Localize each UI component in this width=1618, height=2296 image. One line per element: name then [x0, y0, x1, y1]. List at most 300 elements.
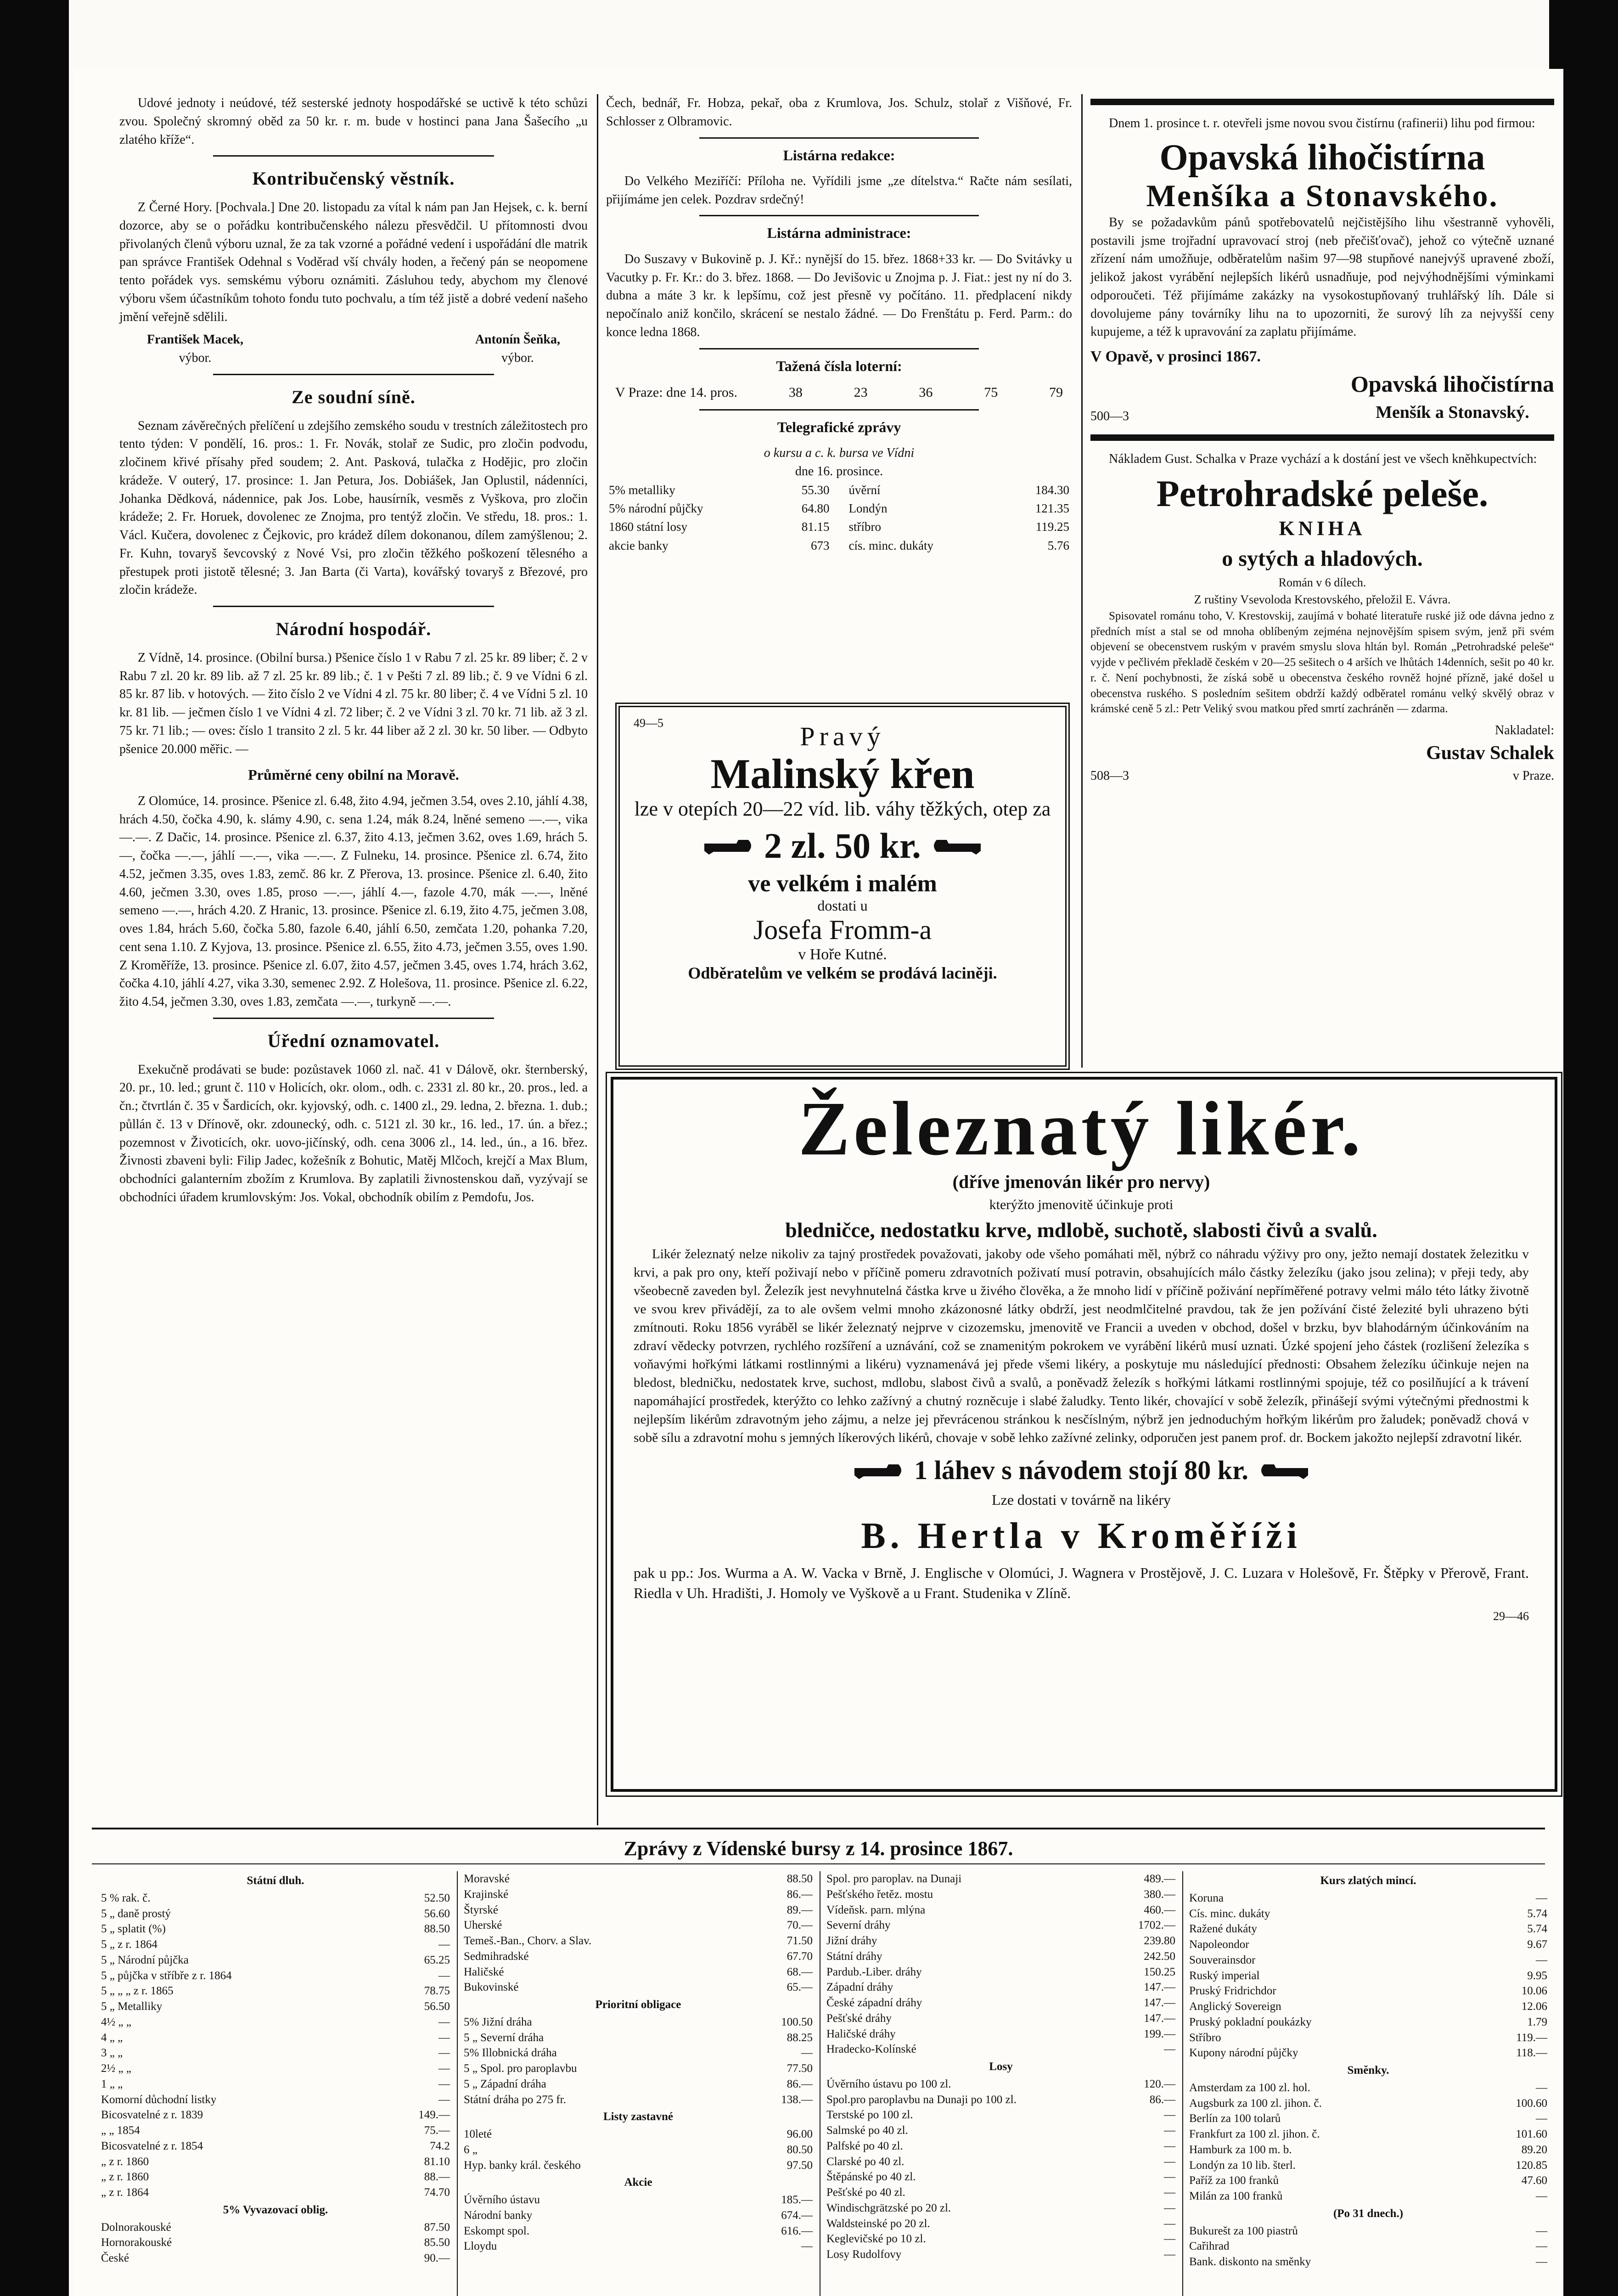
bourse-value: 616.—: [781, 2224, 813, 2237]
bourse-value: —: [801, 2240, 813, 2253]
bourse-row: [826, 2077, 1175, 2092]
bourse-row: [1189, 2080, 1547, 2096]
bourse-value: —: [1164, 2043, 1175, 2056]
bourse-row: [1189, 1983, 1547, 1999]
bourse-value: 86.—: [787, 1888, 813, 1901]
schalek-publisher-label: Nakladatel:: [1494, 723, 1554, 738]
bourse-label: 5 „ Západní dráha: [464, 2077, 546, 2090]
bourse-row: [826, 2092, 1175, 2108]
bourse-label: Ražené dukáty: [1189, 1923, 1257, 1936]
bourse-value: 74.2: [430, 2139, 450, 2152]
bourse-label: 5 „ Severní dráha: [464, 2031, 544, 2044]
bourse-row: [1189, 2239, 1547, 2254]
bourse-label: Dolnorakouské: [101, 2221, 171, 2234]
liker-subtitle: (dříve jmenován likér pro nervy): [952, 1171, 1210, 1193]
bourse-label: Napoleondor: [1189, 1938, 1249, 1951]
bourse-label: Pruský pokladní poukázky: [1189, 2015, 1312, 2028]
bourse-value: —: [1164, 2155, 1175, 2168]
middle-column: [606, 94, 1072, 555]
bourse-value: 68.—: [787, 1965, 813, 1978]
bourse-label: Amsterdam za 100 zl. hol.: [1189, 2081, 1310, 2094]
opava-sign-row: [1090, 368, 1554, 425]
bourse-value: —: [1536, 2081, 1547, 2094]
bourse-value: 81.10: [424, 2155, 450, 2168]
liker-code: 29—46: [1493, 1609, 1529, 1623]
divider: [213, 606, 494, 607]
telegraph-table: [606, 481, 1072, 555]
bourse-row: [101, 2030, 450, 2046]
bourse-label: Ruský imperial: [1189, 1969, 1260, 1982]
lottery-number: 79: [1049, 385, 1063, 400]
kontrib-text: Z Černé Hory. [Pochvala.] Dne 20. listopadu za vítal k nám pan Jan Hejsek, c. k. berní dozorce, aby se o pořádku kontribučenského nálezu přesvědčil. U přítomnosti dvou přivolaných členů výboru uznal, že za tak vzorné a pořádné vedení i uspořádání dle matrik pan správce František Odehnal s Voděrad vší chvály hoden, a řečený pán se neopomene tento pořádek vys. semskému výboru oznámiti. Zásluhou tedy, abychom my členové výboru všem účastníkům tohoto fondu tuto pochvalu, a tím též jistě a dobré vedení našeho jmění veřejně sdělili.: [119, 200, 588, 324]
bourse-row: [826, 2107, 1175, 2123]
bourse-value: 674.—: [781, 2209, 813, 2222]
bourse-label: Keglevičské po 10 zl.: [826, 2233, 926, 2245]
bourse-row: [1189, 2015, 1547, 2030]
bourse-row: [826, 2011, 1175, 2026]
liker-intro: kterýžto jmenovitě účinkuje proti: [989, 1197, 1174, 1213]
mid-top-text: Čech, bednář, Fr. Hobza, pekař, oba z Krumlova, Jos. Schulz, stolař z Višňové, Fr. Schlosser z Olbramovic.: [606, 96, 1072, 129]
liker-body: Likér železnatý nelze nikoliv za tajný prostředek považovati, jakoby ode všeho pomáhati měl, nýbrž co náhradu výživy pro ony, ježto nemají dostatek železitku v krvi, a pak pro ony, kteří poživají nebo v příčině pomeru zdravotních poživatí musí potravin, obsahujících málo částky železíku (jako jsou zelina); v přeji tedy, aby všeobecně zaveden byl. Železík jest nevyhnutelná částka krve u živého člověka, a že mnoho lidí v příčině poživání nepříměřené potravy velmi málo této látky životně ve svou krev přivádějí, za to ale ovšem velmi mnoho zkázonosné látky obdrží, jest neodmlčitelné pravdou, tak že jen požívání čisté železité byli uhrazeno býti zmítnouti. Roku 1856 vyráběl se likér železnatý nejprve v cizozemsku, jmenovitě ve Francii a uveden v obchod, došel v brzku, byv blahodárným účinkováním na zdraví vědecky potvrzen, rychlého rozšíření a uznávání, což se znamenitým pokrokem ve vyrábění likérů musí uznati. Úzké spojení jeho částek (rozlišení železíka s voňavými hořkými látkami rostlinnými a likéru) vyznamenává jej přede všemi likéry, a poskytuje mu následující přednosti: Obsahem železíku účinkuje nejen na bledost, bledničku, nedostatek krve, suchost, mdlobu, slabost čivů a svalů, a poněvadž železík s hořkými látkami rostlinnými spojuje, též co posilňující a k trávení napomáhající prostředek, kterýžto co lehko zažívný a chutný rozněcuje i slabé žaludky. Tento likér, chovající v sobě železík, přinášejí svými výtečnými přednostmi k nejlepším likérům zdravotným jeho zájmu, a nelze jej převrácenou stránkou k nesčíslným, nýbrž jen jednoduchým hořkým likérům pro žaludek; poněvadž chová v sobě sílu a zdravotní mohu s jemných líkerových likérů, chovaje v sobě lehko zažívné zelinky, odporučen jest panem prof. dr. Bockem jakožto nejlepší zdravotní likér.: [634, 1247, 1529, 1446]
bourse-row: [101, 2185, 450, 2200]
redakce-text: Do Velkého Meziříčí: Příloha ne. Vyřídili jsme „ze dítelstva.“ Račte nám sesílati, přijímáme jen celek. Pozdrav srdečný!: [606, 174, 1072, 207]
bourse-value: —: [1536, 2256, 1547, 2268]
bourse-label: 10leté: [464, 2128, 492, 2140]
bourse-label: Pešťské dráhy: [826, 2012, 892, 2025]
bourse-row: [1189, 1953, 1547, 1968]
bourse-label: Stříbro: [1189, 2031, 1221, 2044]
divider: [699, 409, 979, 411]
bourse-label: Koruna: [1189, 1891, 1224, 1904]
bourse-value: 47.60: [1521, 2174, 1547, 2187]
liker-agents: pak u pp.: Jos. Wurma a A. W. Vacka v Brně, J. Englische v Olomúci, J. Wagnera v Prostějově, J. C. Luzara v Holešově, Fr. Štěpky v Přerově, Frant. Riedla v Uh. Hradišti, J. Homoly ve Vyškově a u Frant. Studenika v Zlíně.: [634, 1564, 1529, 1602]
bourse-value: —: [1164, 2109, 1175, 2122]
bourse-value: 101.60: [1516, 2128, 1547, 2140]
bourse-label: Milán za 100 franků: [1189, 2190, 1283, 2202]
bourse-label: 5 „ daně prostý: [101, 1907, 171, 1920]
bourse-row: [101, 1983, 450, 1999]
bourse-row: [464, 1964, 813, 1980]
schalek-code: 508—3: [1090, 769, 1129, 783]
bourse-label: Štěpánské po 40 zl.: [826, 2171, 916, 2183]
bourse-value: 120.85: [1516, 2159, 1547, 2172]
liker-available: Lze dostati v továrně na likéry: [991, 1491, 1171, 1508]
schalek-place: v Praze.: [1512, 769, 1554, 783]
bourse-row: [1189, 2030, 1547, 2046]
bourse-row: [1189, 1968, 1547, 1984]
bourse-row: [464, 2030, 813, 2046]
scan-edge-left: [0, 0, 69, 2296]
ad-line4: ve velkém i malém: [748, 870, 937, 897]
bourse-value: —: [1536, 2240, 1547, 2253]
bourse-row: [1189, 1999, 1547, 2015]
schalek-intro: Nákladem Gust. Schalka v Praze vychází a k dostání jest ve všech kněhkupectvích:: [1109, 452, 1537, 467]
bourse-value: 56.60: [424, 1907, 450, 1920]
bourse-value: —: [1536, 2190, 1547, 2202]
right-column: [1090, 94, 1554, 785]
bourse-row: [464, 1949, 813, 1964]
bourse-row: [1189, 2127, 1547, 2142]
bourse-value: 5.74: [1527, 1923, 1547, 1936]
bourse-value: —: [438, 1969, 450, 1982]
bourse-row: [1189, 2045, 1547, 2061]
lottery-number: 38: [788, 385, 803, 400]
bourse-row: [464, 2192, 813, 2208]
bourse-row: [101, 2235, 450, 2251]
bourse-label: Státní dráha po 275 fr.: [464, 2093, 566, 2106]
bourse-value: 10.06: [1521, 1985, 1547, 1998]
ad-line2: Malinský křen: [710, 750, 975, 797]
bourse-label: Komorní důchodní listky: [101, 2093, 217, 2106]
bourse-row: [101, 1906, 450, 1922]
bourse-row: [101, 2045, 450, 2061]
bourse-value: —: [1536, 1953, 1547, 1966]
bourse-value: 185.—: [781, 2194, 813, 2206]
liker-title: Železnatý likér.: [798, 1086, 1365, 1171]
bourse-row: [1189, 2254, 1547, 2270]
bourse-row: [826, 2042, 1175, 2057]
bourse-value: —: [1164, 2248, 1175, 2261]
bourse-row: [826, 1949, 1175, 1964]
bourse-label: Pešťské po 40 zl.: [826, 2186, 905, 2199]
bourse-label: Waldsteinské po 20 zl.: [826, 2217, 930, 2230]
bourse-label: Pruský Fridrichdor: [1189, 1985, 1276, 1998]
price-row: [634, 825, 1051, 867]
liker-targets: bledničce, nedostatku krve, mdlobě, suchotě, slabosti čivů a svalů.: [785, 1218, 1377, 1242]
bourse-row: [826, 2200, 1175, 2216]
bourse-row: [826, 2123, 1175, 2138]
bourse-label: 5 „ z r. 1864: [101, 1938, 157, 1951]
bourse-section-heading: Losy: [989, 2060, 1013, 2073]
bourse-value: —: [1164, 2139, 1175, 2152]
schalek-body: Spisovatel románu toho, V. Krestovskij, zaujímá v bohaté literatuře ruské již ode dávna jedno z předních míst a stal se od mnoha oblíbeným zejména nejnovějším spisem svým, jenž při svém objevení se obecenstvem ruským v pravém smyslu slova hltán byl. Román „Petrohradské peleše“ vyjde v pečlivém překladě českém v 20—25 sešitech o 4 arších ve lhůtách 14denních, sešit po 40 kr. r. č. Není pochybnosti, že získá sobě u obecenstva českého rovněž hojné přízně, jaké došel u obecenstva ruského. S posledním sešitem obdrží každý odběratel románu velký skvělý obraz v krámské ceně 5 zl.: Petr Veliký svou matkou před smrtí zachráněn — zdarma.: [1090, 609, 1554, 715]
bourse-label: 5 „ Spol. pro paroplavbu: [464, 2062, 577, 2075]
bourse-sub-rule: [92, 1863, 1545, 1864]
lottery-number: 75: [984, 385, 998, 400]
bourse-value: 12.06: [1521, 2000, 1547, 2013]
bourse-value: 147.—: [1144, 1981, 1175, 1994]
table-row: 5% metalliky 55.30: [609, 483, 830, 497]
bourse-row: [101, 1937, 450, 1953]
bourse-label: Bukovinské: [464, 1981, 519, 1994]
bourse-value: —: [438, 2093, 450, 2106]
column-divider-right: [1081, 94, 1083, 1068]
bourse-label: Moravské: [464, 1873, 510, 1885]
liker-price: 1 láhev s návodem stojí 80 kr.: [914, 1455, 1248, 1486]
bourse-row: [464, 2015, 813, 2030]
bourse-row: [826, 1918, 1175, 1933]
bourse-label: 5 „ Národní půjčka: [101, 1953, 189, 1966]
pointing-hand-icon: [704, 837, 755, 855]
left-column: [119, 94, 588, 1211]
bourse-label: Hornorakouské: [101, 2236, 172, 2249]
bourse-value: 138.—: [781, 2093, 813, 2106]
bourse-label: Hradecko-Kolínské: [826, 2043, 916, 2056]
bourse-label: 1 „ „: [101, 2077, 123, 2090]
bourse-col-obligations: [464, 1871, 813, 2254]
bourse-divider: [457, 1871, 458, 2296]
signature-left-role: výbor.: [179, 351, 212, 366]
ad-line1: Pravý: [800, 721, 885, 751]
telegraph-sub: o kursu a c. k. bursa ve Vídni: [764, 446, 915, 461]
bourse-value: 78.75: [424, 1985, 450, 1998]
bourse-label: „ „ 1854: [101, 2124, 140, 2137]
prices-heading: Průměrné ceny obilní na Moravě.: [248, 766, 459, 783]
bourse-row: [101, 1999, 450, 2015]
table-row: úvěrní 184.30: [848, 483, 1069, 497]
bourse-value: 1.79: [1527, 2015, 1547, 2028]
bourse-label: „ z r. 1860: [101, 2155, 149, 2168]
kontrib-heading: Kontribučenský věstník.: [252, 168, 455, 189]
pointing-hand-icon: [1258, 1462, 1308, 1479]
table-row: cís. minc. dukáty 5.76: [848, 538, 1069, 552]
bourse-row: [1189, 2158, 1547, 2173]
opava-title: Opavská lihočistírna: [1159, 137, 1485, 178]
bourse-row: [464, 1887, 813, 1902]
bourse-value: 380.—: [1144, 1888, 1175, 1901]
bourse-top-rule: [92, 1828, 1545, 1829]
bourse-row: [1189, 1921, 1547, 1937]
court-text: Seznam závěrečných přelíčení u zdejšího zemského soudu v trestních záležitostech pro tento týden: V pondělí, 16. pros.: 1. Fr. Novák, stolař ze Sudic, pro zločin podvodu, zločinem křivé přísahy před soudem; 2. Ant. Pasková, tulačka z Hodějic, pro zločin krádeže. V outerý, 17. prosince: 1. Jan Petura, Jos. Dobiášek, Jan Oplustil, nádenníci, Johanka Dědková, nádennice, pak Jos. Lobe, hausírník, vesměs z Vyškova, pro zločin krádeže; 2. Fr. Horuek, dovolenec ze Znojma, pro tentýž zločin. Ve středu, 18. pros.: 1. Václ. Kučera, dovolenec z Čejkovic, pro krádež dílem dokonanou, dílem zamýšlenou; 2. Fr. Kuhn, tovaryš ševcovský z Nové Vsi, pro zločin těžkého poškození tělesného a přestupek proti jistotě tělesné; 3. Jan Barta (či Varta), kovářský tovaryš z Březové, pro zločin krádeže.: [119, 418, 588, 597]
table-row: stříbro 119.25: [848, 520, 1069, 534]
bourse-row: [101, 2092, 450, 2108]
opava-body: By se požadavkům pánů spotřebovatelů nejčistějšího lihu všestranně vyhověli, postavili jsme trojřadní upravovací stroj (neb přečišťovač), jehož co výtečně uznané zřízení nám umožňuje, odběratelům našim 97—98 stupňové nanejvýš upravené zboží, jelikož jakost vyrábění nejlepších likérů usnadňuje, pod nejvýhodnějšími výminkami odporoučeti. Též přijímáme zakázky na vysokostupňovaný truhlářský líh. Dále si dovolujeme pány továrníky lihu na to upozorniti, že surový líh za nejvyšší ceny kupujeme, a též k upravování za zaplatu přijímáme.: [1090, 215, 1554, 339]
bourse-value: 147.—: [1144, 2012, 1175, 2025]
bourse-row: [101, 2220, 450, 2235]
bourse-value: 199.—: [1144, 2027, 1175, 2040]
bourse-row: [464, 2158, 813, 2173]
bourse-label: Haličské dráhy: [826, 2027, 896, 2040]
bourse-label: Losy Rudolfovy: [826, 2248, 902, 2261]
bourse-label: „ z r. 1864: [101, 2186, 149, 2199]
bourse-row: [101, 2061, 450, 2077]
bourse-value: —: [1536, 1891, 1547, 1904]
bourse-row: [826, 2026, 1175, 2042]
bourse-row: [1189, 2111, 1547, 2127]
bourse-value: 150.25: [1144, 1965, 1175, 1978]
schalek-kniha: KNIHA: [1279, 517, 1366, 540]
bourse-value: —: [801, 2047, 813, 2060]
ad-footer: Odběratelům ve velkém se prodává laciněji.: [688, 963, 997, 982]
bourse-row: [464, 2127, 813, 2142]
bourse-section-heading: Prioritní obligace: [595, 1998, 681, 2011]
bourse-label: Spol. pro paroplav. na Dunaji: [826, 1873, 962, 1885]
bourse-row: [464, 2142, 813, 2158]
opava-sign1: Opavská lihočistírna: [1350, 371, 1554, 397]
bourse-row: [826, 2231, 1175, 2247]
bourse-label: „ z r. 1860: [101, 2171, 149, 2183]
bourse-row: [464, 2208, 813, 2223]
bourse-value: 9.95: [1527, 1969, 1547, 1982]
bourse-value: 239.80: [1144, 1935, 1175, 1947]
bourse-row: [101, 2138, 450, 2154]
bourse-label: Augsburk za 100 zl. jihon. č.: [1189, 2097, 1322, 2110]
bourse-value: 90.—: [424, 2252, 450, 2264]
bourse-value: 96.00: [787, 2128, 813, 2140]
bourse-label: 5% Jižní dráha: [464, 2015, 532, 2028]
bourse-value: 88.—: [424, 2171, 450, 2183]
bourse-value: —: [438, 2047, 450, 2060]
opava-date: V Opavě, v prosinci 1867.: [1090, 348, 1261, 366]
bourse-divider: [1182, 1871, 1183, 2296]
bourse-row: [1189, 2096, 1547, 2111]
opava-subtitle: Menšíka a Stonavského.: [1146, 178, 1499, 213]
bourse-section-heading: Listy zastavné: [603, 2110, 674, 2123]
bourse-label: Úvěrního ústavu po 100 zl.: [826, 2077, 951, 2090]
bourse-label: 6 „: [464, 2143, 478, 2156]
table-row: 5% národní půjčky 64.80: [609, 501, 830, 515]
bourse-label: 5 „ půjčka v stříbře z r. 1864: [101, 1969, 232, 1982]
prices-text: Z Olomúce, 14. prosince. Pšenice zl. 6.48, žito 4.94, ječmen 3.54, oves 2.10, jáhlí 4.38, hrách 4.50, čočka 4.90, k. slámy 4.90, c. sena 1.24, mák 8.24, lněné semeno —.—, vika —.—. Z Dačic, 14. prosince. Pšenice zl. 6.37, žito 4.13, ječmen 3.62, oves 1.69, hrách 5.—, čočka —.—, jáhlí —.—, vika —.—. Z Fulneku, 14. prosince. Pšenice zl. 6.74, žito 4.52, ječmen 3.35, oves 1.83, zemč. 86 kr. Z Přerova, 13. prosince. Pšenice zl. 6.40, žito 4.60, ječmen 3.30, oves 1.85, proso —.—, jáhlí 4.—, fazole 4.70, mák —.—, lněné semeno —.—, hrách 4.20. Z Hranic, 13. prosince. Pšenice zl. 6.19, žito 4.75, ječmen 3.08, oves 1.84, hrách 5.60, čočka 5.80, fazole 6.40, jáhlí 6.50, zemčata 1.20, pohanka 7.20, cent sena 1.10. Z Kyjova, 13. prosince. Pšenice zl. 6.55, žito 4.73, ječmen 3.55, oves 1.90. Z Kroměříže, 13. prosince. Pšenice zl. 6.07, žito 4.57, ječmen 3.45, oves 1.74, hrách 3.62, čočka 4.10, jáhlí 4.27, vika 3.30, semenec 2.92. Z Holešova, 11. prosince. Pšenice zl. 6.22, žito 4.54, ječmen 3.30, oves 1.83, zemčata —.—, turkyně —.—.: [119, 793, 588, 1009]
bourse-section-heading: Akcie: [624, 2176, 652, 2189]
bourse-row: [826, 2154, 1175, 2170]
bourse-label: Uherské: [464, 1919, 502, 1932]
bourse-row: [1189, 1937, 1547, 1953]
bourse-value: 85.50: [424, 2236, 450, 2249]
bourse-label: Haličské: [464, 1965, 504, 1978]
bourse-row: [826, 1902, 1175, 1918]
bourse-label: Národní banky: [464, 2209, 533, 2222]
bourse-label: Windischgrätzské po 20 zl.: [826, 2201, 951, 2214]
bourse-col4-heading: Kurs zlatých mincí.: [1320, 1874, 1416, 1887]
bourse-value: 88.25: [787, 2031, 813, 2044]
bourse-label: Státní dráhy: [826, 1950, 882, 1963]
bourse-label: Bicosvatelné z r. 1839: [101, 2109, 203, 2122]
lottery-heading: Tažená čísla loterní:: [776, 357, 902, 374]
divider: [213, 374, 494, 375]
bourse-value: 65.25: [424, 1953, 450, 1966]
bourse-row: [101, 2123, 450, 2138]
bourse-value: 460.—: [1144, 1903, 1175, 1916]
bourse-label: 4 „ „: [101, 2031, 123, 2044]
bourse-col1-heading: Státní dluh.: [247, 1874, 304, 1887]
bourse-value: 77.50: [787, 2062, 813, 2075]
bourse-value: 86.—: [1149, 2093, 1175, 2106]
bourse-row: [826, 2247, 1175, 2262]
divider: [213, 155, 494, 157]
bourse-label: 5% Illobnická dráha: [464, 2047, 557, 2060]
telegraph-left-table: [606, 481, 832, 555]
divider: [213, 1018, 494, 1019]
signature-right-name: Antonín Šeňka,: [475, 332, 560, 347]
bourse-value: 147.—: [1144, 1997, 1175, 2009]
bourse-label: Bank. diskonto na směnky: [1189, 2256, 1311, 2268]
ad-place: v Hoře Kutné.: [798, 945, 887, 963]
bourse-row: [826, 1871, 1175, 1887]
bourse-label: Lloydu: [464, 2240, 497, 2253]
bourse-value: —: [1164, 2186, 1175, 2199]
opava-sign2: Menšík a Stonavský.: [1376, 403, 1529, 422]
bourse-label: Bukurešt za 100 piastrů: [1189, 2224, 1298, 2237]
schalek-title: Petrohradské peleše.: [1156, 473, 1489, 515]
bourse-label: 5 „ Metalliky: [101, 2000, 163, 2013]
bourse-label: Pešťského řetěz. mostu: [826, 1888, 933, 1901]
bourse-row: [464, 2239, 813, 2254]
bourse-label: 4½ „ „: [101, 2015, 131, 2028]
lottery-number: 23: [854, 385, 868, 400]
opava-intro: Dnem 1. prosince t. r. otevřeli jsme novou svou čistírnu (rafinerii) lihu pod firmou:: [1109, 116, 1535, 130]
bourse-row: [464, 1980, 813, 1995]
liker-price-row: [634, 1452, 1529, 1489]
bourse-row: [101, 1921, 450, 1937]
bourse-label: Kupony národní půjčky: [1189, 2047, 1298, 2060]
admin-text: Do Suszavy v Bukovině p. J. Kř.: nynější do 15. břez. 1868+33 kr. — Do Svitávky u Vacutky p. Fr. Kr.: do 3. břez. 1868. — Do Jevišovic u Znojma p. J. Fiat.: jest ny ní do 3. dubna a máte 3 kr. k lepšímu, což jest přesně vy počítáno. 11. předplacení nikdy nepočínalo aniž končilo, skrácení se nestalo žádné. — Do Frenštátu p. Ferd. Parm.: do konce ledna 1868.: [606, 252, 1072, 339]
bourse-label: 5 % rak. č.: [101, 1891, 151, 1904]
bourse-row: [101, 2154, 450, 2170]
bourse-label: Salmské po 40 zl.: [826, 2124, 908, 2137]
bourse-value: —: [1164, 2201, 1175, 2214]
bourse-value: —: [438, 2077, 450, 2090]
thick-rule: [1090, 434, 1554, 441]
econ-text: Z Vídně, 14. prosince. (Obilní bursa.) Pšenice číslo 1 v Rabu 7 zl. 25 kr. 89 liber; č. 2 v Rabu 7 zl. 20 kr. 89 lib. až 7 zl. 25 kr. 89 lib.; č. 1 v Pešti 7 zl. 89 lib.; č. 9 ve Vídni 6 zl. 85 kr. 87 lib. v hotových. — žito číslo 2 ve Vídni 4 zl. 75 kr. 80 liber; č. 4 ve Vídni 5 zl. 10 kr. 81 lib. — ječmen číslo 1 ve Vídni 4 zl. 72 liber; č. 2 ve Vídni 3 zl. 70 kr. 71 lib. až 3 zl. 75 kr. 71 lib.; — oves: číslo 1 transito 2 zl. 5 kr. 44 liber až 2 zl. 30 kr. 50 liber. — Odbyto pšenice 20.000 měřic. —: [119, 650, 588, 756]
bourse-row: [464, 1871, 813, 1887]
pointing-hand-icon: [854, 1462, 905, 1479]
bourse-value: 80.50: [787, 2143, 813, 2156]
bourse-label: Pardub.-Liber. dráhy: [826, 1965, 922, 1978]
bourse-label: Krajinské: [464, 1888, 509, 1901]
bourse-label: Eskompt spol.: [464, 2224, 530, 2237]
bourse-title: Zprávy z Vídenské bursy z 14. prosince 1867.: [624, 1837, 1013, 1860]
pointing-hand-icon: [930, 837, 981, 855]
divider: [699, 137, 979, 139]
bourse-row: [826, 1887, 1175, 1902]
lottery-place: V Praze: dne 14. pros.: [615, 385, 738, 400]
liker-advertisement: [634, 1088, 1529, 1625]
court-heading: Ze soudní síně.: [292, 386, 416, 407]
bourse-label: Paříž za 100 franků: [1189, 2174, 1279, 2187]
signature-right-role: výbor.: [501, 351, 534, 366]
bourse-value: 9.67: [1527, 1938, 1547, 1951]
bourse-row: [464, 1933, 813, 1949]
telegraph-right-table: [846, 481, 1073, 555]
bourse-value: 118.—: [1516, 2047, 1547, 2060]
bourse-label: 5 „ „ „ z r. 1865: [101, 1985, 174, 1998]
bourse-value: —: [1536, 2224, 1547, 2237]
bourse-value: 87.50: [424, 2221, 450, 2234]
bourse-value: 65.—: [787, 1981, 813, 1994]
thick-rule: [1090, 99, 1554, 105]
bourse-col-state-debt: [101, 1871, 450, 2266]
bourse-value: 489.—: [1144, 1873, 1175, 1885]
bourse-value: 67.70: [787, 1950, 813, 1963]
bourse-value: 242.50: [1144, 1950, 1175, 1963]
bourse-value: —: [438, 2031, 450, 2044]
bourse-row: [101, 1891, 450, 1906]
bourse-value: —: [438, 1938, 450, 1951]
bourse-label: 5 „ splatit (%): [101, 1923, 166, 1936]
bourse-value: 89.20: [1521, 2143, 1547, 2156]
divider: [699, 348, 979, 349]
official-heading: Úřední oznamovatel.: [267, 1030, 440, 1051]
ad-line5: dostati u: [817, 897, 868, 914]
bourse-value: 88.50: [424, 1923, 450, 1936]
bourse-label: Clarské po 40 zl.: [826, 2155, 905, 2168]
liker-maker: B. Hertla v Kroměříži: [861, 1516, 1302, 1557]
bourse-label: Bicosvatelné z r. 1854: [101, 2139, 203, 2152]
bourse-col-coins: [1189, 1871, 1547, 2270]
bourse-label: Terstské po 100 zl.: [826, 2109, 913, 2122]
bourse-value: 5.74: [1527, 1907, 1547, 1920]
bourse-row: [464, 1902, 813, 1918]
schalek-roman: Román v 6 dílech.: [1278, 575, 1366, 589]
bourse-value: 74.70: [424, 2186, 450, 2199]
bourse-row: [1189, 1891, 1547, 1906]
bourse-value: 56.50: [424, 2000, 450, 2013]
ad-name: Josefa Fromm-a: [753, 914, 932, 945]
bourse-label: Anglický Sovereign: [1189, 2000, 1281, 2013]
bourse-value: —: [1164, 2217, 1175, 2230]
bourse-value: 89.—: [787, 1903, 813, 1916]
